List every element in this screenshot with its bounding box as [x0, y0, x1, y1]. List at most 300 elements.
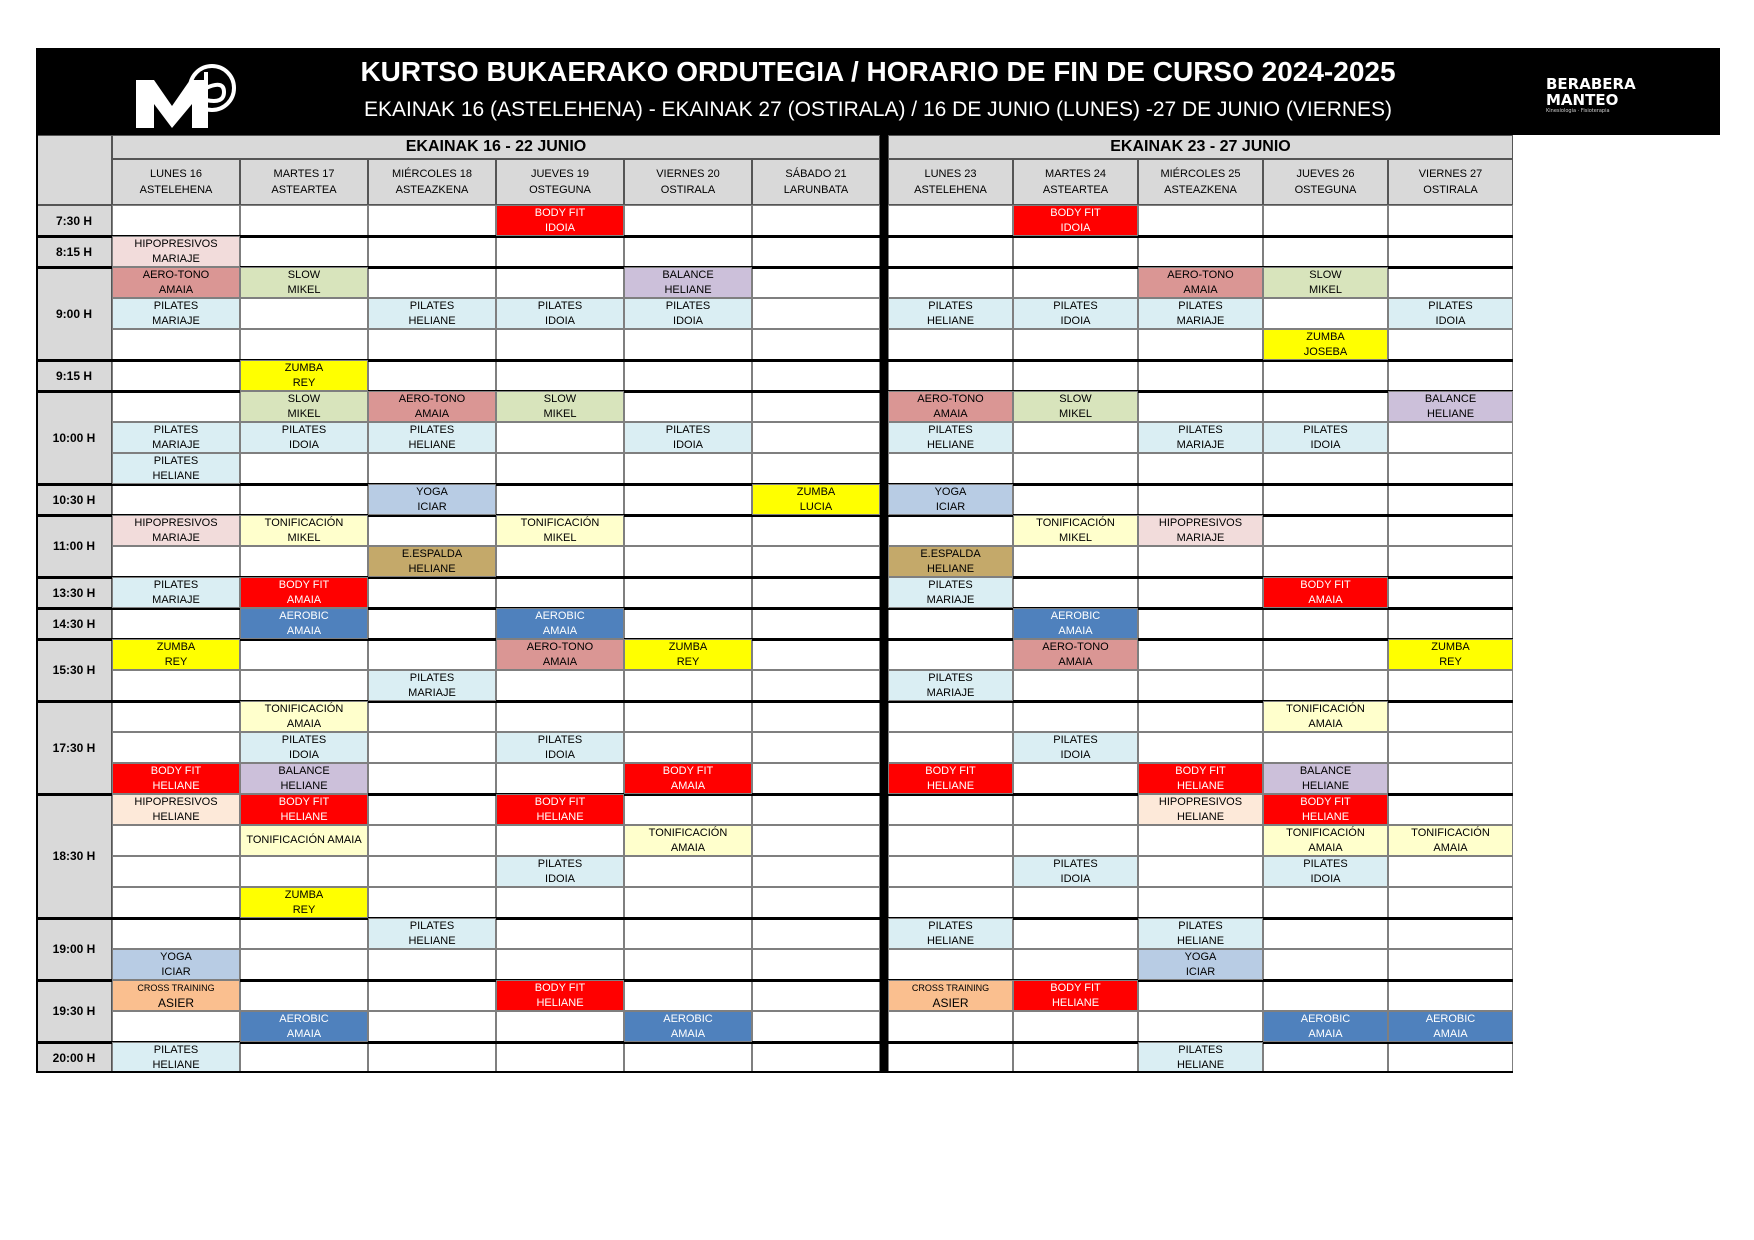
empty-cell: [624, 205, 752, 236]
class-teacher: AMAIA: [933, 407, 968, 420]
day-name-eu: ASTELEHENA: [914, 184, 987, 196]
time-slot-label: [36, 639, 112, 701]
class-name: BODY FIT: [1300, 578, 1351, 591]
time-slot-label: [36, 980, 112, 1042]
class-pilates: [112, 1042, 240, 1073]
class-name: TONIFICACIÓN: [1286, 702, 1365, 715]
empty-cell: [1013, 360, 1138, 391]
empty-cell: [752, 639, 880, 670]
empty-cell: [240, 484, 368, 515]
class-aerobic: [1013, 608, 1138, 639]
class-body-fit: [1263, 794, 1388, 825]
class-teacher: ICIAR: [1185, 965, 1216, 978]
class-name: TONIFICACIÓN: [1036, 516, 1115, 529]
class-name: BODY FIT: [534, 206, 586, 219]
time-label: 20:00 H: [52, 1050, 96, 1065]
class-name: YOGA: [1184, 950, 1217, 963]
class-slow: [240, 267, 368, 298]
class-name: PILATES: [1178, 423, 1223, 436]
class-zumba: [624, 639, 752, 670]
day-header: [1388, 159, 1513, 205]
class-yoga: [888, 484, 1013, 515]
class-pilates: [1263, 856, 1388, 887]
class-teacher: AMAIA: [1308, 717, 1343, 730]
empty-cell: [240, 546, 368, 577]
empty-cell: [1388, 205, 1513, 236]
day-name-es: LUNES 23: [924, 168, 977, 180]
class-name: PILATES: [1178, 919, 1223, 932]
class-teacher: ASIER: [932, 995, 969, 1010]
class-name: AERO-TONO: [1167, 268, 1234, 281]
day-name-es: LUNES 16: [150, 168, 202, 180]
class-teacher: AMAIA: [286, 1027, 322, 1040]
class-name: AERO-TONO: [398, 392, 466, 405]
class-name: E.ESPALDA: [401, 547, 463, 560]
empty-cell: [752, 360, 880, 391]
empty-cell: [1263, 236, 1388, 267]
empty-cell: [752, 918, 880, 949]
empty-cell: [112, 546, 240, 577]
class-name: BODY FIT: [534, 795, 586, 808]
class-pilates: [112, 577, 240, 608]
class-name: PILATES: [409, 299, 455, 312]
day-header: [1138, 159, 1263, 205]
class-teacher: JOSEBA: [1303, 345, 1348, 358]
class-teacher: ICIAR: [417, 500, 447, 513]
class-hipopresivos: [1138, 794, 1263, 825]
class-teacher: IDOIA: [1060, 872, 1091, 885]
class-name: PILATES: [1178, 299, 1223, 312]
empty-cell: [1388, 546, 1513, 577]
class-teacher: HELIANE: [1301, 779, 1350, 792]
empty-cell: [112, 825, 240, 856]
class-teacher: MARIAJE: [152, 252, 200, 265]
time-slot-label: [36, 701, 112, 794]
empty-cell: [752, 608, 880, 639]
empty-cell: [1388, 422, 1513, 453]
empty-cell: [112, 856, 240, 887]
class-slow: [240, 391, 368, 422]
empty-cell: [752, 422, 880, 453]
class-teacher: MIKEL: [543, 531, 577, 544]
empty-cell: [368, 608, 496, 639]
empty-cell: [624, 515, 752, 546]
day-name-eu: LARUNBATA: [783, 184, 849, 196]
class-name: PILATES: [537, 733, 583, 746]
empty-cell: [1388, 918, 1513, 949]
empty-cell: [1013, 1042, 1138, 1073]
class-teacher: AMAIA: [286, 593, 322, 606]
class-name: HIPOPRESIVOS: [134, 516, 218, 529]
empty-cell: [1138, 825, 1263, 856]
class-name: PILATES: [1303, 423, 1348, 436]
class-e-espalda: [368, 546, 496, 577]
empty-cell: [1013, 329, 1138, 360]
class-name: AEROBIC: [1300, 1012, 1351, 1025]
class-name: BODY FIT: [278, 795, 330, 808]
class-teacher: HELIANE: [536, 810, 584, 823]
class-tonificaci-n: [240, 515, 368, 546]
class-name: BODY FIT: [278, 578, 330, 591]
class-teacher: HELIANE: [1426, 407, 1475, 420]
empty-cell: [496, 453, 624, 484]
class-cross-training: [888, 980, 1013, 1011]
class-name: AERO-TONO: [917, 392, 984, 405]
class-teacher: REY: [676, 655, 700, 668]
class-name: SLOW: [287, 392, 321, 405]
class-teacher: MIKEL: [287, 283, 321, 296]
empty-cell: [368, 1042, 496, 1073]
class-name: CROSS TRAINING: [137, 982, 215, 993]
day-header: [1013, 159, 1138, 205]
empty-cell: [1013, 825, 1138, 856]
class-name: E.ESPALDA: [920, 547, 981, 560]
empty-cell: [752, 732, 880, 763]
class-name: PILATES: [153, 578, 199, 591]
empty-cell: [1138, 391, 1263, 422]
day-header: [368, 159, 496, 205]
class-teacher: AMAIA: [158, 283, 194, 296]
empty-cell: [1138, 856, 1263, 887]
empty-cell: [1013, 918, 1138, 949]
class-name: ZUMBA: [1306, 330, 1345, 343]
class-hipopresivos: [1138, 515, 1263, 546]
empty-cell: [888, 856, 1013, 887]
class-teacher: IDOIA: [1435, 314, 1466, 327]
empty-cell: [1388, 453, 1513, 484]
class-name: BODY FIT: [1050, 206, 1101, 219]
empty-cell: [752, 1011, 880, 1042]
empty-cell: [240, 856, 368, 887]
empty-cell: [1263, 484, 1388, 515]
empty-cell: [1013, 453, 1138, 484]
empty-cell: [1263, 391, 1388, 422]
class-name: AEROBIC: [535, 609, 585, 622]
empty-cell: [1138, 577, 1263, 608]
empty-cell: [496, 236, 624, 267]
class-aerobic: [496, 608, 624, 639]
empty-cell: [368, 267, 496, 298]
class-body-fit: [496, 980, 624, 1011]
empty-cell: [1138, 639, 1263, 670]
class-teacher: LUCIA: [799, 500, 833, 513]
empty-cell: [624, 732, 752, 763]
class-teacher: ICIAR: [161, 965, 191, 978]
empty-cell: [1388, 484, 1513, 515]
empty-cell: [624, 360, 752, 391]
empty-cell: [752, 887, 880, 918]
class-teacher: MARIAJE: [926, 593, 975, 606]
class-name: PILATES: [409, 671, 455, 684]
class-teacher: MIKEL: [287, 531, 321, 544]
class-name: BODY FIT: [1175, 764, 1226, 777]
class-teacher: MARIAJE: [1176, 314, 1225, 327]
class-teacher: IDOIA: [673, 438, 703, 451]
empty-cell: [240, 639, 368, 670]
class-name: PILATES: [1303, 857, 1348, 870]
class-name: ZUMBA: [284, 361, 324, 374]
empty-cell: [888, 608, 1013, 639]
class-hipopresivos: [112, 515, 240, 546]
class-body-fit: [240, 577, 368, 608]
class-teacher: MARIAJE: [152, 438, 200, 451]
class-pilates: [496, 856, 624, 887]
empty-cell: [1263, 949, 1388, 980]
empty-cell: [752, 205, 880, 236]
empty-cell: [1263, 670, 1388, 701]
class-teacher: HELIANE: [408, 934, 456, 947]
empty-cell: [1388, 267, 1513, 298]
class-name: PILATES: [928, 578, 973, 591]
class-teacher: HELIANE: [152, 810, 200, 823]
empty-cell: [240, 980, 368, 1011]
day-name-es: MARTES 17: [273, 168, 335, 180]
class-body-fit: [1013, 980, 1138, 1011]
class-pilates: [1388, 298, 1513, 329]
empty-cell: [368, 887, 496, 918]
class-teacher: REY: [164, 655, 188, 668]
empty-cell: [1263, 453, 1388, 484]
time-label: 17:30 H: [52, 740, 96, 755]
time-slot-label: [36, 236, 112, 267]
empty-cell: [1263, 205, 1388, 236]
empty-cell: [1263, 732, 1388, 763]
empty-cell: [1138, 360, 1263, 391]
class-name: HIPOPRESIVOS: [134, 237, 218, 250]
class-teacher: HELIANE: [1301, 810, 1350, 823]
time-label: 7:30 H: [55, 213, 93, 228]
class-name: HIPOPRESIVOS: [134, 795, 218, 808]
class-teacher: IDOIA: [289, 748, 319, 761]
empty-cell: [1138, 701, 1263, 732]
class-name: PILATES: [1428, 299, 1473, 312]
empty-cell: [496, 1011, 624, 1042]
empty-cell: [368, 949, 496, 980]
empty-cell: [112, 1011, 240, 1042]
class-pilates: [888, 918, 1013, 949]
class-teacher: IDOIA: [1310, 438, 1341, 451]
empty-cell: [1388, 236, 1513, 267]
empty-cell: [888, 515, 1013, 546]
empty-cell: [112, 918, 240, 949]
class-pilates: [888, 422, 1013, 453]
class-teacher: HELIANE: [1176, 934, 1225, 947]
empty-cell: [112, 360, 240, 391]
empty-cell: [752, 1042, 880, 1073]
empty-cell: [888, 267, 1013, 298]
day-name-eu: ASTEAZKENA: [1164, 184, 1237, 196]
empty-cell: [624, 701, 752, 732]
class-teacher: MARIAJE: [408, 686, 456, 699]
class-name: BALANCE: [1424, 392, 1477, 405]
class-name: PILATES: [665, 423, 711, 436]
class-pilates: [1263, 422, 1388, 453]
time-label: 14:30 H: [52, 616, 96, 631]
week-divider: [880, 135, 888, 1073]
empty-cell: [496, 701, 624, 732]
class-name: PILATES: [1178, 1043, 1223, 1056]
time-slot-label: [36, 577, 112, 608]
empty-cell: [1388, 670, 1513, 701]
empty-cell: [1013, 577, 1138, 608]
class-name: TONIFICACIÓN: [264, 516, 344, 529]
empty-cell: [368, 515, 496, 546]
empty-cell: [1263, 1042, 1388, 1073]
class-hipopresivos: [112, 794, 240, 825]
empty-cell: [240, 298, 368, 329]
class-balance: [240, 763, 368, 794]
day-name-eu: OSTEGUNA: [1294, 184, 1357, 196]
class-name: TONIFICACIÓN: [520, 516, 600, 529]
class-body-fit: [888, 763, 1013, 794]
slot-separator: [36, 235, 1513, 238]
empty-cell: [1138, 980, 1263, 1011]
class-teacher: AMAIA: [1183, 283, 1218, 296]
empty-cell: [752, 329, 880, 360]
time-label: 10:00 H: [52, 430, 96, 445]
empty-cell: [496, 918, 624, 949]
class-aerobic: [1388, 1011, 1513, 1042]
class-name: SLOW: [287, 268, 321, 281]
class-teacher: IDOIA: [289, 438, 319, 451]
empty-cell: [624, 794, 752, 825]
empty-cell: [624, 453, 752, 484]
class-name: PILATES: [153, 1043, 199, 1056]
empty-cell: [112, 608, 240, 639]
day-name-es: SÁBADO 21: [785, 168, 847, 180]
class-pilates: [368, 298, 496, 329]
time-label: 9:00 H: [55, 306, 93, 321]
class-teacher: MIKEL: [1058, 407, 1092, 420]
empty-cell: [1388, 701, 1513, 732]
class-name: TONIFICACIÓN AMAIA: [246, 834, 362, 846]
time-label: 11:00 H: [52, 539, 96, 553]
page-title: KURTSO BUKAERAKO ORDUTEGIA / HORARIO DE FIN DE CURSO 2024-2025: [360, 56, 1396, 87]
class-tonificaci-n: [1263, 701, 1388, 732]
empty-cell: [1013, 1011, 1138, 1042]
time-label: 10:30 H: [52, 492, 96, 507]
class-name: AEROBIC: [1050, 609, 1101, 622]
class-name: ZUMBA: [156, 640, 196, 653]
empty-cell: [496, 484, 624, 515]
empty-cell: [1013, 887, 1138, 918]
empty-cell: [1138, 453, 1263, 484]
empty-cell: [240, 236, 368, 267]
time-slot-label: [36, 918, 112, 980]
empty-cell: [368, 577, 496, 608]
class-name: PILATES: [665, 299, 711, 312]
empty-cell: [496, 422, 624, 453]
class-teacher: IDOIA: [545, 221, 575, 234]
empty-cell: [368, 732, 496, 763]
class-teacher: HELIANE: [1176, 1058, 1225, 1071]
empty-cell: [112, 732, 240, 763]
class-teacher: AMAIA: [1308, 1027, 1343, 1040]
class-slow: [496, 391, 624, 422]
class-name: PILATES: [928, 299, 973, 312]
empty-cell: [624, 856, 752, 887]
empty-cell: [752, 546, 880, 577]
title-bar: [36, 48, 1720, 135]
class-name: PILATES: [537, 857, 583, 870]
class-pilates: [112, 453, 240, 484]
class-teacher: IDOIA: [673, 314, 703, 327]
empty-cell: [1138, 205, 1263, 236]
empty-cell: [1388, 515, 1513, 546]
class-name: AEROBIC: [279, 1012, 329, 1025]
empty-cell: [1388, 1042, 1513, 1073]
class-name: BALANCE: [1299, 764, 1352, 777]
class-teacher: HELIANE: [926, 779, 975, 792]
class-teacher: HELIANE: [280, 779, 328, 792]
empty-cell: [112, 701, 240, 732]
empty-cell: [624, 1042, 752, 1073]
empty-cell: [752, 825, 880, 856]
class-pilates: [240, 732, 368, 763]
class-name: ZUMBA: [796, 485, 836, 498]
class-zumba: [752, 484, 880, 515]
class-name: PILATES: [153, 454, 199, 467]
class-teacher: ASIER: [157, 995, 194, 1010]
class-pilates: [1013, 298, 1138, 329]
empty-cell: [888, 949, 1013, 980]
class-name: PILATES: [409, 423, 455, 436]
day-name-es: MIÉRCOLES 25: [1160, 168, 1241, 180]
empty-cell: [1388, 980, 1513, 1011]
class-body-fit: [112, 763, 240, 794]
class-pilates: [624, 298, 752, 329]
class-aero-tono: [888, 391, 1013, 422]
empty-cell: [1138, 732, 1263, 763]
class-pilates: [1138, 298, 1263, 329]
class-teacher: HELIANE: [926, 438, 975, 451]
class-pilates: [112, 422, 240, 453]
empty-cell: [624, 949, 752, 980]
class-aerobic: [1263, 1011, 1388, 1042]
empty-cell: [1388, 329, 1513, 360]
empty-cell: [1013, 763, 1138, 794]
empty-cell: [112, 670, 240, 701]
class-tonificaci-n: [240, 825, 368, 856]
empty-cell: [624, 887, 752, 918]
empty-cell: [888, 639, 1013, 670]
class-teacher: MARIAJE: [926, 686, 975, 699]
empty-cell: [496, 329, 624, 360]
class-name: CROSS TRAINING: [911, 982, 990, 993]
class-hipopresivos: [112, 236, 240, 267]
class-pilates: [888, 298, 1013, 329]
class-name: ZUMBA: [668, 640, 708, 653]
class-cross-training: [112, 980, 240, 1011]
class-teacher: MARIAJE: [1176, 438, 1225, 451]
class-tonificaci-n: [240, 701, 368, 732]
class-teacher: ICIAR: [935, 500, 966, 513]
empty-cell: [112, 391, 240, 422]
day-header: [888, 159, 1013, 205]
class-pilates: [368, 918, 496, 949]
class-name: PILATES: [1053, 857, 1098, 870]
week-header: [888, 135, 1513, 159]
time-slot-label: [36, 515, 112, 577]
berabera-manteo-logo: [1546, 76, 1676, 120]
class-pilates: [496, 732, 624, 763]
empty-cell: [888, 236, 1013, 267]
empty-cell: [368, 329, 496, 360]
empty-cell: [1013, 701, 1138, 732]
time-label: 19:00 H: [52, 942, 96, 956]
empty-cell: [496, 887, 624, 918]
class-teacher: AMAIA: [1058, 624, 1093, 637]
